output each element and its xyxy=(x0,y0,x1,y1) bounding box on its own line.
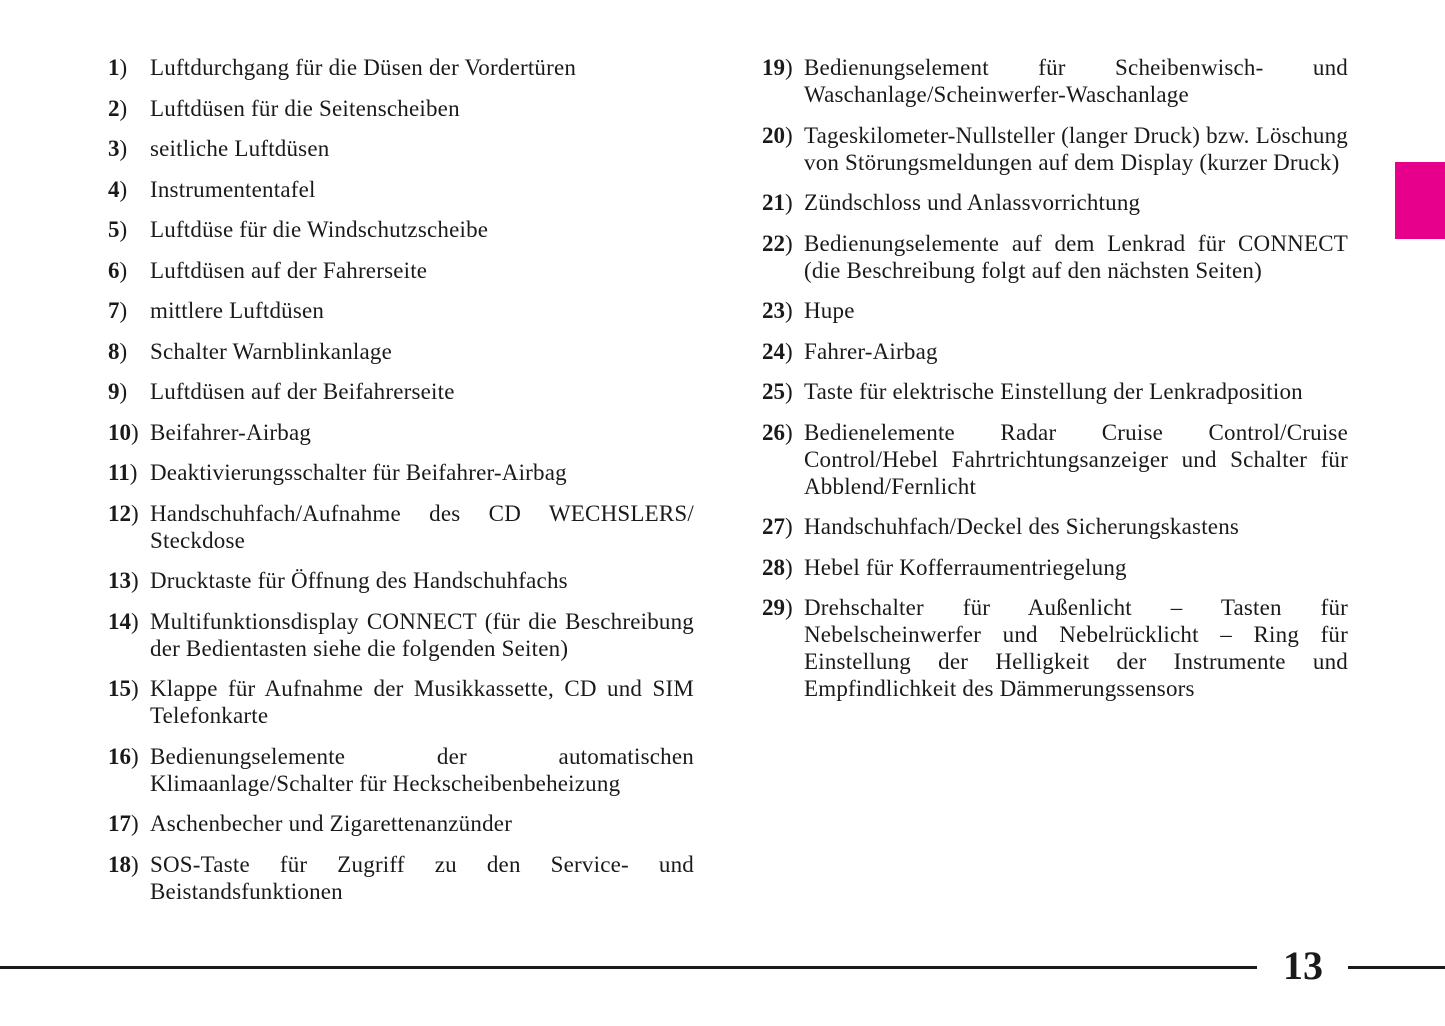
legend-item xyxy=(762,419,1348,500)
legend-item xyxy=(108,135,694,162)
legend-item-number: 6) xyxy=(108,257,128,283)
legend-item xyxy=(108,851,694,905)
legend-item xyxy=(108,500,694,554)
legend-item-number: 10) xyxy=(108,419,139,445)
legend-item-text: Taste für elektrische Einstellung der Lenkradposition xyxy=(804,379,1303,404)
legend-item xyxy=(762,54,1348,108)
legend-item-text: Fahrer-Airbag xyxy=(804,338,938,364)
legend-item xyxy=(108,675,694,729)
footer-rule-left xyxy=(0,966,1257,969)
legend-item-number: 29) xyxy=(762,595,793,620)
legend-item-text: Bedienungselement für Scheibenwisch- und Waschanlage/Scheinwerfer-Waschanlage xyxy=(804,55,1348,107)
legend-item-number: 1) xyxy=(108,55,128,80)
legend-item-number: 5) xyxy=(108,217,128,242)
legend-item-text: Luftdurchgang für die Düsen der Vordertüren xyxy=(150,55,577,80)
legend-item-text: Handschuhfach/Deckel des Sicherungskastens xyxy=(804,514,1240,539)
legend-item xyxy=(108,810,694,837)
legend-item-text: Zündschloss und Anlassvorrichtung xyxy=(804,190,1141,215)
legend-item xyxy=(762,189,1348,216)
legend-item xyxy=(762,297,1348,324)
legend-item-text: Handschuhfach/Aufnahme des CD WECHSLERS/ Steckdose xyxy=(150,500,694,553)
legend-item-number: 12) xyxy=(108,500,139,526)
legend-item-text: Beifahrer-Airbag xyxy=(150,419,312,445)
legend-item-number: 13) xyxy=(108,568,139,593)
legend-item-text: Luftdüsen auf der Fahrerseite xyxy=(150,257,428,283)
legend-item-text: Tageskilometer-Nullsteller (langer Druck) bzw. Löschung von Störungsmeldungen auf dem Display (kurzer Druck) xyxy=(804,122,1348,175)
legend-item-number: 19) xyxy=(762,55,793,80)
legend-item-number: 25) xyxy=(762,379,793,404)
legend-item-number: 2) xyxy=(108,95,128,121)
legend-item-number: 16) xyxy=(108,743,139,769)
legend-item-number: 21) xyxy=(762,190,793,215)
legend-item xyxy=(762,378,1348,405)
legend-item xyxy=(108,608,694,662)
legend-item-text: Schalter Warnblinkanlage xyxy=(150,338,393,364)
legend-item xyxy=(762,338,1348,365)
legend-item-number: 9) xyxy=(108,379,128,404)
legend-item xyxy=(108,216,694,243)
legend-item xyxy=(108,338,694,365)
legend-item-text: Drucktaste für Öffnung des Handschuhfachs xyxy=(150,568,568,593)
legend-item-number: 27) xyxy=(762,514,793,539)
legend-item-number: 7) xyxy=(108,298,128,323)
legend-item-text: Aschenbecher und Zigarettenanzünder xyxy=(150,811,513,836)
legend-item-text: Hupe xyxy=(804,298,855,323)
legend-list-left xyxy=(108,54,694,918)
legend-list-right xyxy=(762,54,1348,716)
legend-item-number: 3) xyxy=(108,136,128,161)
legend-item xyxy=(108,743,694,797)
legend-item xyxy=(762,594,1348,702)
legend-item-number: 17) xyxy=(108,811,139,836)
legend-item-text: Luftdüsen auf der Beifahrerseite xyxy=(150,379,455,404)
legend-item xyxy=(108,297,694,324)
legend-item xyxy=(108,378,694,405)
legend-item-number: 8) xyxy=(108,338,128,364)
legend-item-number: 22) xyxy=(762,230,793,256)
legend-item-text: Drehschalter für Außenlicht – Tasten für Nebelscheinwerfer und Nebelrücklicht – Ring für Einstellung der Helligkeit der Instrumente und Empfindlichkeit des Dämmerungssensors xyxy=(804,595,1348,701)
legend-item-text: Bedienungselemente der automatischen Klimaanlage/Schalter für Heckscheibenbeheizung xyxy=(150,743,694,796)
legend-item-number: 20) xyxy=(762,122,793,148)
legend-item xyxy=(108,176,694,203)
section-tab-marker xyxy=(1395,162,1445,239)
legend-item xyxy=(108,419,694,446)
legend-item-number: 23) xyxy=(762,298,793,323)
legend-item-number: 18) xyxy=(108,851,139,877)
legend-item xyxy=(762,513,1348,540)
legend-item-text: mittlere Luftdüsen xyxy=(150,298,325,323)
legend-item xyxy=(108,567,694,594)
legend-item-text: Bedienungselemente auf dem Lenkrad für CONNECT (die Beschreibung folgt auf den nächsten Seiten) xyxy=(804,230,1348,283)
legend-item-text: Luftdüse für die Windschutzscheibe xyxy=(150,217,489,242)
legend-item-number: 24) xyxy=(762,338,793,364)
legend-item-text: seitliche Luftdüsen xyxy=(150,136,330,161)
legend-item xyxy=(108,54,694,81)
legend-item-text: Klappe für Aufnahme der Musikkassette, CD und SIM Telefonkarte xyxy=(150,676,694,728)
footer-rule-right xyxy=(1348,966,1445,969)
legend-item-number: 4) xyxy=(108,176,128,202)
legend-item-number: 26) xyxy=(762,419,793,445)
legend-item-number: 11) xyxy=(108,460,138,485)
legend-item-number: 28) xyxy=(762,554,793,580)
legend-item-text: Multifunktionsdisplay CONNECT (für die Beschreibung der Bedientasten siehe die folgenden Seiten) xyxy=(150,608,694,661)
legend-item xyxy=(762,230,1348,284)
legend-item xyxy=(762,122,1348,176)
legend-item xyxy=(108,95,694,122)
legend-item-number: 15) xyxy=(108,676,139,701)
legend-item-text: Luftdüsen für die Seitenscheiben xyxy=(150,95,460,121)
legend-item-text: SOS-Taste für Zugriff zu den Service- und Beistandsfunktionen xyxy=(150,851,694,904)
legend-item-text: Bedienelemente Radar Cruise Control/Cruise Control/Hebel Fahrtrichtungsanzeiger und Schalter für Abblend/Fernlicht xyxy=(804,419,1348,499)
legend-item xyxy=(108,459,694,486)
legend-item-text: Instrumententafel xyxy=(150,176,316,202)
legend-item-text: Hebel für Kofferraumentriegelung xyxy=(804,554,1127,580)
page-number: 13 xyxy=(1283,943,1323,988)
legend-item xyxy=(762,554,1348,581)
legend-item xyxy=(108,257,694,284)
legend-item-text: Deaktivierungsschalter für Beifahrer-Airbag xyxy=(150,460,567,485)
legend-item-number: 14) xyxy=(108,608,139,634)
